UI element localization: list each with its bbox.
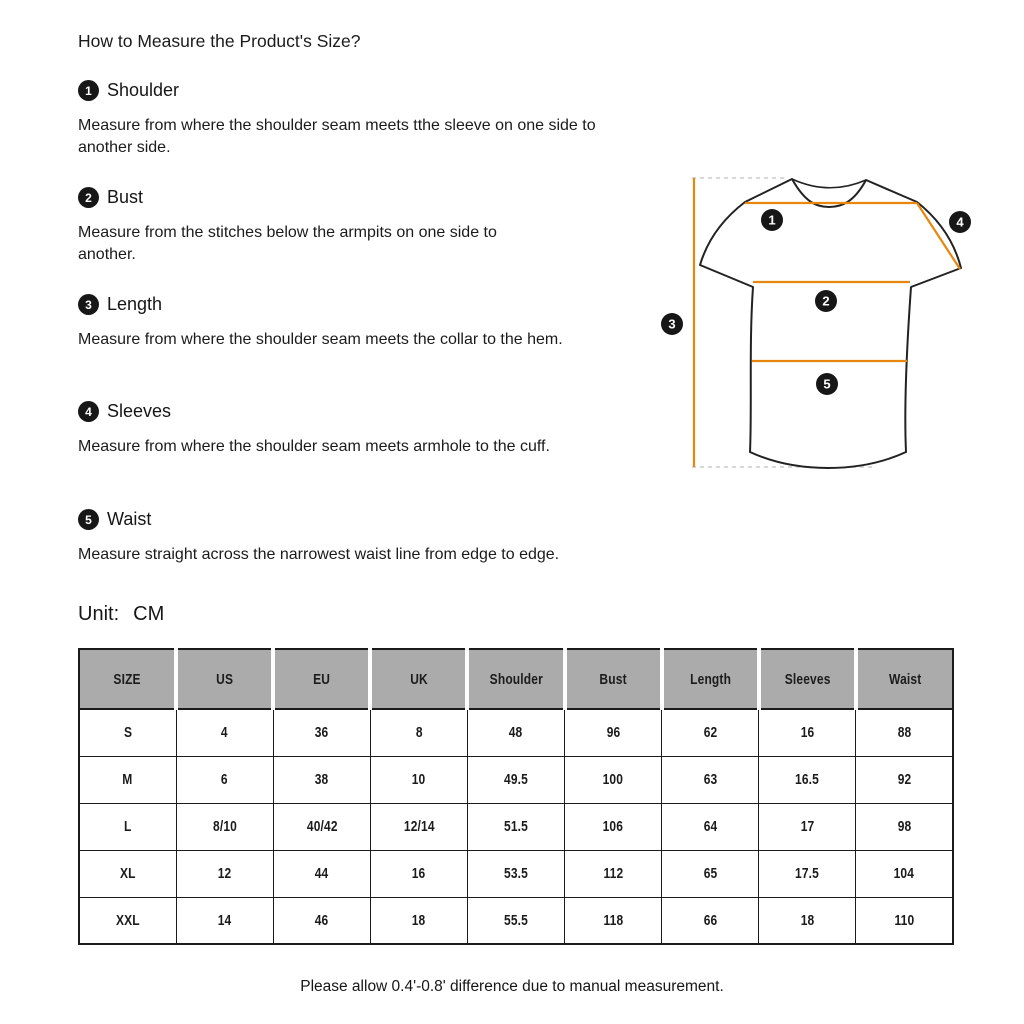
table-cell: S [79, 709, 176, 756]
table-cell: 51.5 [467, 803, 564, 850]
table-cell: 16 [759, 709, 856, 756]
step-3-badge: 3 [78, 294, 99, 315]
unit-row [78, 603, 164, 626]
instruction-text: Measure from where the shoulder seam meets the collar to the hem. [78, 331, 563, 348]
instruction-sleeves [78, 401, 578, 458]
instruction-label: Shoulder [107, 80, 180, 100]
column-header: Bust [565, 649, 662, 709]
table-cell: 17 [759, 803, 856, 850]
table-cell: 55.5 [467, 897, 564, 944]
instruction-bust [78, 187, 558, 266]
table-cell: 8 [370, 709, 467, 756]
table-row [79, 709, 953, 756]
instruction-label: Sleeves [107, 401, 172, 421]
diagram-marker-2 [815, 290, 837, 312]
table-row [79, 756, 953, 803]
table-cell: 106 [565, 803, 662, 850]
table-cell: 17.5 [759, 850, 856, 897]
instruction-length [78, 294, 583, 351]
table-cell: 38 [273, 756, 370, 803]
table-cell: 48 [467, 709, 564, 756]
table-cell: 6 [176, 756, 273, 803]
table-cell: 118 [565, 897, 662, 944]
tshirt-measure-diagram [648, 158, 1008, 488]
table-cell: 46 [273, 897, 370, 944]
instruction-heading [78, 187, 558, 208]
table-cell: 62 [662, 709, 759, 756]
table-cell: XXL [79, 897, 176, 944]
instruction-text: Measure from the stitches below the armpits on one side to another. [78, 224, 497, 263]
diagram-marker-3 [661, 313, 683, 335]
column-header: EU [273, 649, 370, 709]
step-4-badge: 4 [78, 401, 99, 422]
table-cell: L [79, 803, 176, 850]
table-cell: 65 [662, 850, 759, 897]
table-cell: 10 [370, 756, 467, 803]
footer-note: Please allow 0.4'-0.8' difference due to manual measurement. [300, 978, 724, 995]
svg-text:5: 5 [823, 376, 831, 392]
table-row [79, 897, 953, 944]
table-cell: 63 [662, 756, 759, 803]
instruction-heading [78, 294, 583, 315]
table-row [79, 803, 953, 850]
instruction-waist [78, 509, 568, 566]
instruction-heading [78, 80, 610, 101]
table-cell: 14 [176, 897, 273, 944]
instruction-heading [78, 401, 578, 422]
size-table-header-row [79, 649, 953, 709]
page-title: How to Measure the Product's Size? [78, 31, 361, 51]
instruction-text: Measure from where the shoulder seam meets armhole to the cuff. [78, 438, 550, 455]
diagram-marker-4 [949, 211, 971, 233]
column-header: US [176, 649, 273, 709]
table-cell: 49.5 [467, 756, 564, 803]
collar-back-line [792, 179, 866, 188]
unit-label: Unit: [78, 603, 120, 625]
column-header: UK [370, 649, 467, 709]
table-cell: 12 [176, 850, 273, 897]
table-cell: 44 [273, 850, 370, 897]
table-cell: 98 [856, 803, 953, 850]
table-row [79, 850, 953, 897]
table-cell: M [79, 756, 176, 803]
size-table-body [79, 709, 953, 944]
step-5-badge: 5 [78, 509, 99, 530]
svg-text:2: 2 [822, 293, 830, 309]
table-cell: 16 [370, 850, 467, 897]
table-cell: XL [79, 850, 176, 897]
table-cell: 92 [856, 756, 953, 803]
tshirt-outline [700, 179, 961, 468]
table-cell: 8/10 [176, 803, 273, 850]
table-cell: 16.5 [759, 756, 856, 803]
instruction-text: Measure straight across the narrowest waist line from edge to edge. [78, 546, 560, 563]
table-cell: 4 [176, 709, 273, 756]
column-header: SIZE [79, 649, 176, 709]
table-cell: 40/42 [273, 803, 370, 850]
table-cell: 110 [856, 897, 953, 944]
step-2-badge: 2 [78, 187, 99, 208]
table-cell: 18 [370, 897, 467, 944]
diagram-marker-5 [816, 373, 838, 395]
instruction-heading [78, 509, 568, 530]
svg-text:4: 4 [956, 214, 964, 230]
table-cell: 66 [662, 897, 759, 944]
table-cell: 18 [759, 897, 856, 944]
table-cell: 64 [662, 803, 759, 850]
table-cell: 12/14 [370, 803, 467, 850]
column-header: Length [662, 649, 759, 709]
column-header: Sleeves [759, 649, 856, 709]
table-cell: 53.5 [467, 850, 564, 897]
table-cell: 36 [273, 709, 370, 756]
instruction-label: Waist [107, 509, 152, 529]
column-header: Shoulder [467, 649, 564, 709]
instruction-label: Bust [107, 187, 144, 207]
column-header: Waist [856, 649, 953, 709]
table-cell: 100 [565, 756, 662, 803]
instruction-text: Measure from where the shoulder seam meets tthe sleeve on one side to another side. [78, 117, 596, 156]
instruction-label: Length [107, 294, 163, 314]
table-cell: 88 [856, 709, 953, 756]
svg-text:1: 1 [768, 212, 776, 228]
table-cell: 96 [565, 709, 662, 756]
table-cell: 112 [565, 850, 662, 897]
unit-value: CM [133, 603, 165, 625]
diagram-marker-1 [761, 209, 783, 231]
size-table [78, 648, 954, 945]
svg-text:3: 3 [668, 316, 676, 332]
table-cell: 104 [856, 850, 953, 897]
instruction-shoulder [78, 80, 610, 159]
step-1-badge: 1 [78, 80, 99, 101]
